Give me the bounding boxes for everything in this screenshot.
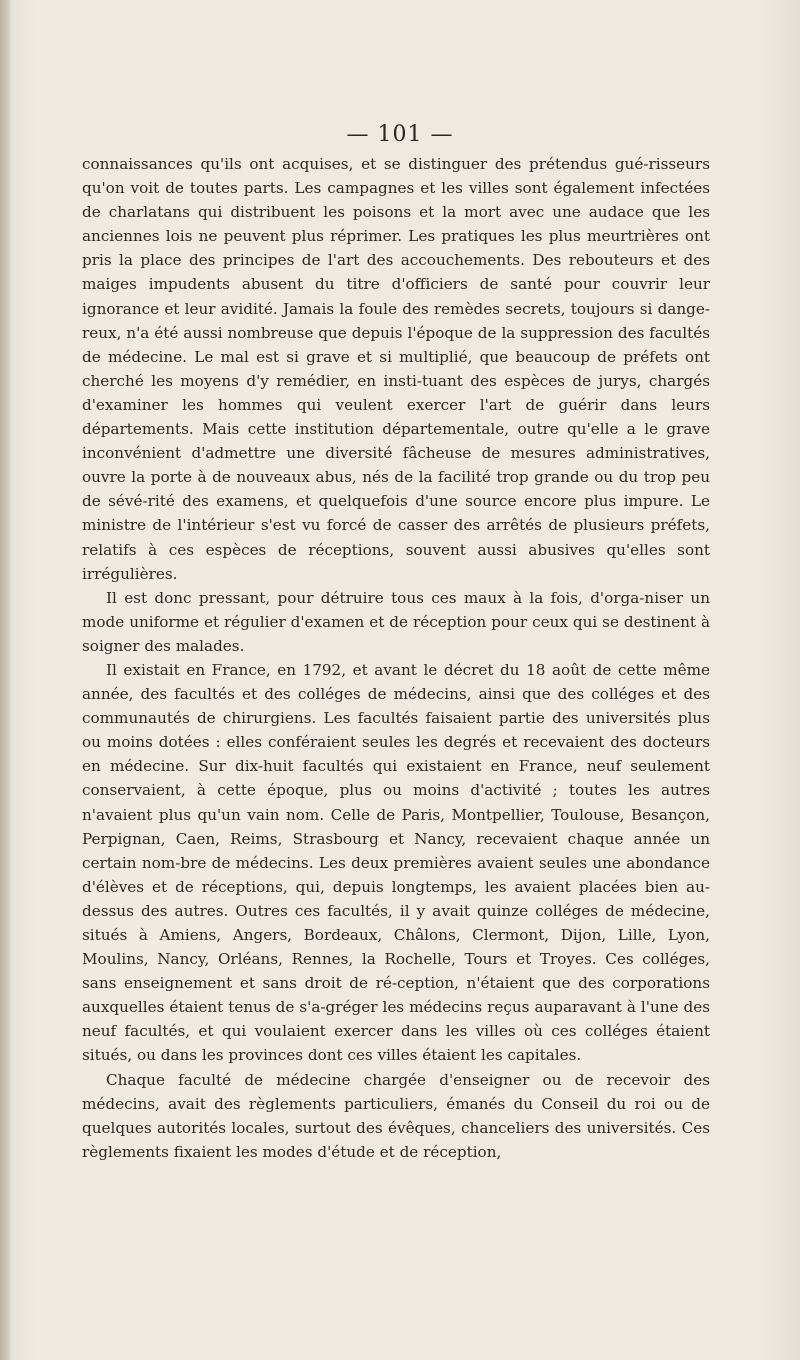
- paragraph-4: Chaque faculté de médecine chargée d'enseigner ou de recevoir des médecins, avait des règlements particuliers, émanés du Conseil du roi ou de quelques autorités locales, surtout des évêques, chanceliers des universités. Ces règlements fixaient les modes d'étude et de réception,: [82, 1070, 710, 1161]
- paragraph-3: Il existait en France, en 1792, et avant le décret du 18 août de cette même année, des facultés et des colléges de médecins, ainsi que des colléges et des communautés de chirurgiens. Les facultés faisaient partie des universités plus ou moins dotées : elles conféraient seules les degrés et recevaient des docteurs en médecine. Sur dix-huit facultés qui existaient en France, neuf seulement conservaient, à cette époque, plus ou moins d'activité ; toutes les autres n'avaient plus qu'un vain nom. Celle de Paris, Montpellier, Toulouse, Besançon, Perpignan, Caen, Reims, Strasbourg et Nancy, recevaient chaque année un certain nom-bre de médecins. Les deux premières avaient seules une abondance d'élèves et de réceptions, qui, depuis longtemps, les avaient placées bien au-dessus des autres. Outres ces facultés, il y avait quinze colléges de médecine, situés à Amiens, Angers, Bordeaux, Châlons, Clermont, Dijon, Lille, Lyon, Moulins, Nancy, Orléans, Rennes, la Rochelle, Tours et Troyes. Ces colléges, sans enseignement et sans droit de ré-ception, n'étaient que des corporations auxquelles étaient tenus de s'a-gréger les médecins reçus auparavant à l'une des neuf facultés, et qui voulaient exercer dans les villes où ces colléges étaient situés, ou dans les provinces dont ces villes étaient les capitales.: [82, 660, 710, 1065]
- paragraph-1: connaissances qu'ils ont acquises, et se distinguer des prétendus gué-risseurs qu'on voit de toutes parts. Les campagnes et les villes sont également infectées de charlatans qui distribuent les poisons et la mort avec une audace que les anciennes lois ne peuvent plus réprimer. Les pratiques les plus meurtrières ont pris la place des principes de l'art des accouchements. Des rebouteurs et des maiges impudents abusent du titre d'officiers de santé pour couvrir leur ignorance et leur avidité. Jamais la foule des remèdes secrets, toujours si dange-reux, n'a été aussi nombreuse que depuis l'époque de la suppression des facultés de médecine. Le mal est si grave et si multiplié, que beaucoup de préfets ont cherché les moyens d'y remédier, en insti-tuant des espèces de jurys, chargés d'examiner les hommes qui veulent exercer l'art de guérir dans leurs départements. Mais cette institution départementale, outre qu'elle a le grave inconvénient d'admettre une diversité fâcheuse de mesures administratives, ouvre la porte à de nouveaux abus, nés de la facilité trop grande ou du trop peu de sévé-rité des examens, et quelquefois d'une source encore plus impure. Le ministre de l'intérieur s'est vu forcé de casser des arrêtés de plusieurs préfets, relatifs à ces espèces de réceptions, souvent aussi abusives qu'elles sont irrégulières.: [82, 155, 710, 583]
- page-binding-edge: [0, 0, 10, 1360]
- body-text: [82, 152, 710, 1164]
- page-number: — 101 —: [346, 122, 454, 147]
- paragraph-2: Il est donc pressant, pour détruire tous ces maux à la fois, d'orga-niser un mode uniforme et régulier d'examen et de réception pour ceux qui se destinent à soigner des malades.: [82, 588, 710, 655]
